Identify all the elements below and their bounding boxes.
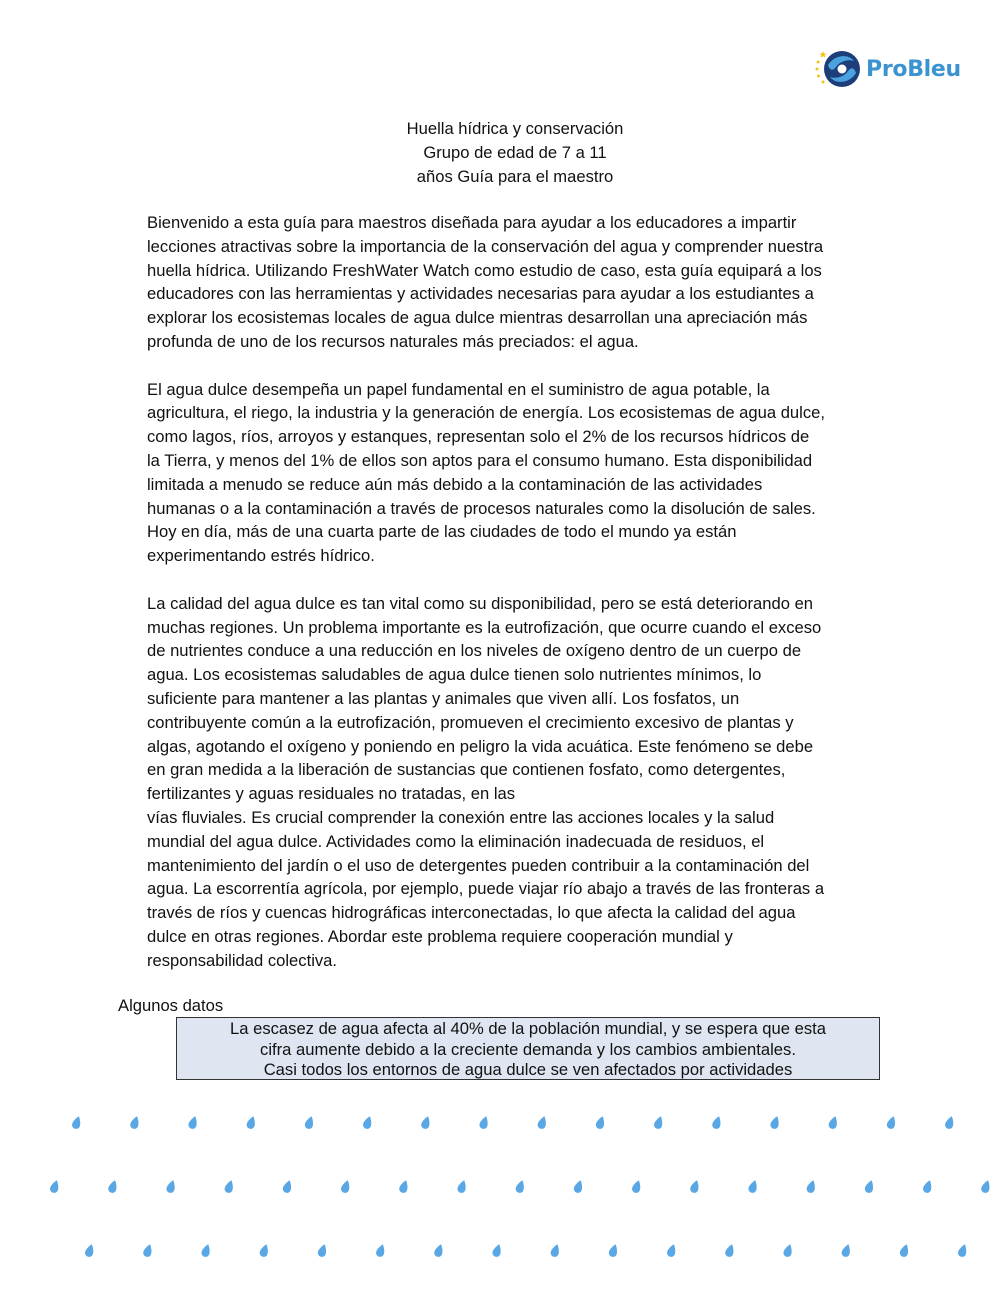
- water-drop-icon: [49, 1179, 61, 1194]
- water-drop-icon: [340, 1179, 352, 1194]
- text-line: de nutrientes conduce a una reducción en los niveles de oxígeno dentro de un cuerpo de: [147, 641, 802, 661]
- water-drop-icon: [259, 1243, 271, 1258]
- water-drop-icon: [944, 1115, 956, 1130]
- water-drop-icon: [957, 1243, 969, 1258]
- water-drop-icon: [187, 1115, 199, 1130]
- text-line: agua. Los ecosistemas saludables de agua dulce tienen solo nutrientes mínimos, lo: [147, 665, 762, 685]
- water-drop-icon: [573, 1179, 585, 1194]
- water-drop-icon: [608, 1243, 620, 1258]
- text-line: humanas o a la contaminación a través de procesos naturales como la disolución de sales.: [147, 498, 816, 518]
- text-line: responsabilidad colectiva.: [147, 950, 338, 970]
- water-drop-icon: [711, 1115, 723, 1130]
- water-drop-pattern: [0, 1100, 1000, 1280]
- water-drop-icon: [806, 1179, 818, 1194]
- facts-heading: Algunos datos: [118, 996, 224, 1015]
- text-line: muchas regiones. Un problema importante es la eutrofización, que ocurre cuando el exceso: [147, 617, 822, 637]
- text-line: dulce en otras regiones. Abordar este problema requiere cooperación mundial y: [147, 926, 733, 946]
- probleu-logo: [814, 46, 964, 92]
- water-drop-icon: [653, 1115, 665, 1130]
- text-line: agua. La escorrentía agrícola, por ejemplo, puede viajar río abajo a través de las fronteras a: [147, 879, 825, 899]
- water-drop-icon: [980, 1179, 992, 1194]
- fact-line: La escasez de agua afecta al 40% de la población mundial, y se espera que esta: [230, 1019, 826, 1038]
- water-drop-icon: [84, 1243, 96, 1258]
- text-line: huella hídrica. Utilizando FreshWater Watch como estudio de caso, esta guía equipará a los: [147, 260, 822, 280]
- text-line: mundial del agua dulce. Actividades como la eliminación inadecuada de residuos, el: [147, 831, 765, 851]
- water-drop-icon: [537, 1115, 549, 1130]
- water-drop-icon: [456, 1179, 468, 1194]
- text-line: experimentando estrés hídrico.: [147, 546, 375, 566]
- water-drop-icon: [899, 1243, 911, 1258]
- water-drop-icon: [666, 1243, 678, 1258]
- logo-text: ProBleu: [866, 56, 961, 82]
- title-line: Grupo de edad de 7 a 11: [423, 143, 607, 162]
- water-drop-icon: [478, 1115, 490, 1130]
- fact-line: cifra aumente debido a la creciente demanda y los cambios ambientales.: [260, 1039, 796, 1059]
- paragraph-freshwater-role: [147, 378, 892, 568]
- water-drop-icon: [747, 1179, 759, 1194]
- water-drop-icon: [282, 1179, 294, 1194]
- water-drop-icon: [362, 1115, 374, 1130]
- text-line: vías fluviales. Es crucial comprender la conexión entre las acciones locales y la salud: [147, 807, 775, 827]
- text-line: Hoy en día, más de una cuarta parte de las ciudades de todo el mundo ya están: [147, 522, 737, 542]
- water-drop-icon: [398, 1179, 410, 1194]
- water-drop-icon: [246, 1115, 258, 1130]
- water-drop-icon: [433, 1243, 445, 1258]
- water-drop-icon: [864, 1179, 876, 1194]
- water-drop-icon: [724, 1243, 736, 1258]
- text-line: como lagos, ríos, arroyos y estanques, representan solo el 2% de los recursos hídricos de: [147, 427, 810, 447]
- text-line: agricultura, el riego, la industria y la generación de energía. Los ecosistemas de agua dulce,: [147, 403, 825, 423]
- water-drop-icon: [107, 1179, 119, 1194]
- water-drop-icon: [782, 1243, 794, 1258]
- facts-box: [176, 1017, 880, 1080]
- water-drop-icon: [595, 1115, 607, 1130]
- text-line: Bienvenido a esta guía para maestros diseñada para ayudar a los educadores a impartir: [147, 213, 797, 232]
- text-line: profunda de uno de los recursos naturales más preciados: el agua.: [147, 331, 639, 351]
- text-line: contribuyente común a la eutrofización, promueven el crecimiento excesivo de plantas y: [147, 712, 794, 732]
- text-line: suficiente para mantener a las plantas y animales que viven allí. Los fosfatos, un: [147, 688, 740, 708]
- water-drop-icon: [317, 1243, 329, 1258]
- body-text: [147, 211, 892, 996]
- paragraph-intro: [147, 211, 892, 354]
- text-line: en gran medida a la liberación de sustancias que contienen fosfato, como detergentes,: [147, 760, 786, 780]
- water-drop-icon: [165, 1179, 177, 1194]
- water-drop-icon: [922, 1179, 934, 1194]
- text-line: mantenimiento del jardín o el uso de detergentes pueden contribuir a la contaminación del: [147, 855, 810, 875]
- text-line: educadores con las herramientas y actividades necesarias para ayudar a los estudiantes a: [147, 284, 814, 304]
- water-drop-icon: [828, 1115, 840, 1130]
- title-line: Huella hídrica y conservación: [406, 119, 624, 138]
- water-drop-icon: [200, 1243, 212, 1258]
- water-drop-icon: [841, 1243, 853, 1258]
- water-drop-icon: [491, 1243, 503, 1258]
- water-drop-icon: [631, 1179, 643, 1194]
- text-line: algas, agotando el oxígeno y poniendo en peligro la vida acuática. Este fenómeno se debe: [147, 736, 814, 756]
- text-line: lecciones atractivas sobre la importancia de la conservación del agua y comprender nuestra: [147, 236, 824, 256]
- water-drop-icon: [224, 1179, 236, 1194]
- fact-line: Casi todos los entornos de agua dulce se ven afectados por actividades: [263, 1060, 793, 1079]
- title-line: años Guía para el maestro: [416, 167, 614, 186]
- water-drop-icon: [142, 1243, 154, 1258]
- water-drop-icon: [689, 1179, 701, 1194]
- water-drop-icon: [515, 1179, 527, 1194]
- water-drop-icon: [129, 1115, 141, 1130]
- paragraph-water-quality: [147, 592, 892, 973]
- text-line: explorar los ecosistemas locales de agua dulce mientras desarrollan una apreciación más: [147, 308, 808, 328]
- text-line: La calidad del agua dulce es tan vital como su disponibilidad, pero se está deteriorando en: [147, 593, 814, 613]
- water-drop-icon: [420, 1115, 432, 1130]
- text-line: través de ríos y cuencas hidrográficas interconectadas, lo que afecta la calidad del agua: [147, 903, 796, 923]
- water-drop-icon: [375, 1243, 387, 1258]
- text-line: limitada a menudo se reduce aún más debido a la contaminación de las actividades: [147, 474, 763, 494]
- water-drop-icon: [769, 1115, 781, 1130]
- text-line: la Tierra, y menos del 1% de ellos son aptos para el consumo humano. Esta disponibilidad: [147, 450, 813, 470]
- water-drop-icon: [304, 1115, 316, 1130]
- water-drop-icon: [886, 1115, 898, 1130]
- document-title: [300, 117, 730, 189]
- probleu-globe-icon: [814, 47, 862, 91]
- water-drop-icon: [550, 1243, 562, 1258]
- text-line: El agua dulce desempeña un papel fundamental en el suministro de agua potable, la: [147, 379, 770, 399]
- water-drop-icon: [71, 1115, 83, 1130]
- text-line: fertilizantes y aguas residuales no tratadas, en las: [147, 784, 516, 804]
